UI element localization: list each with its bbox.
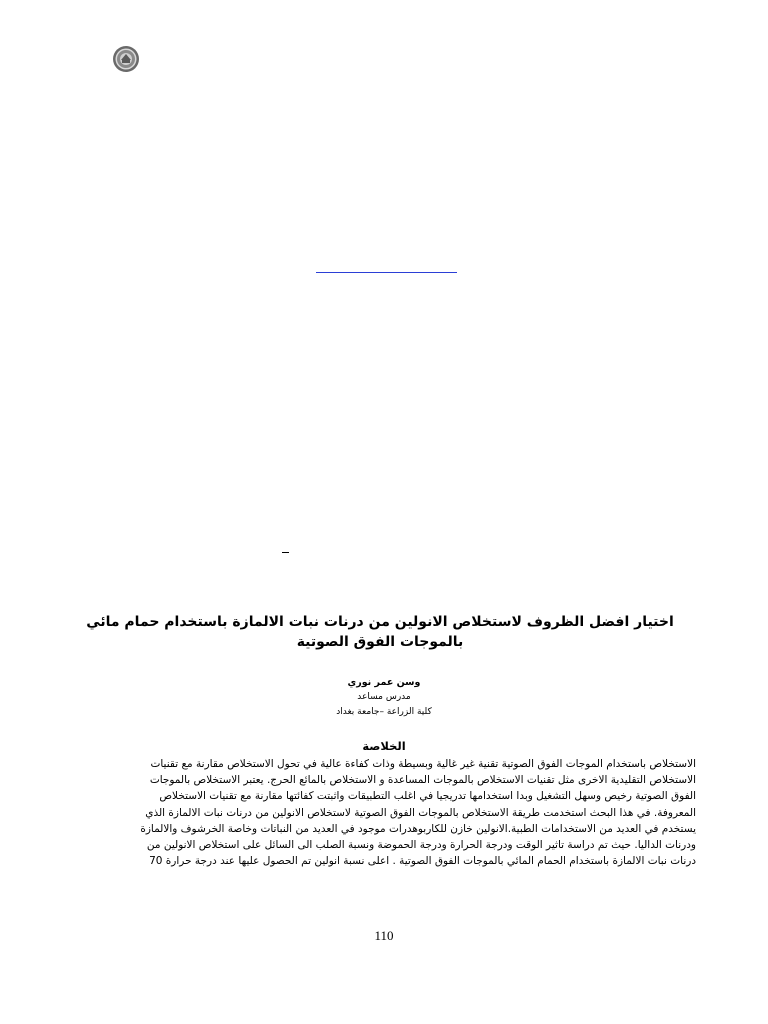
- separator-dash: [282, 552, 289, 553]
- link-underline: [316, 272, 457, 273]
- abstract-body: [72, 756, 696, 869]
- page-number: 110: [374, 928, 394, 943]
- abstract-line: المعروفة. في هذا البحث استخدمت طريقة الاستخلاص بالموجات الفوق الصوتية لاستخلاص الانولين من درنات نبات الالمازة الذي: [145, 806, 696, 819]
- university-seal-icon: [112, 45, 140, 73]
- abstract-line: الفوق الصوتية رخيص وسهل التشغيل وبدا استخدامها تدريجيا في اغلب التطبيقات واثبتت كفائتها مقارنة مع تقنيات الاستخلاص: [159, 790, 696, 803]
- abstract-line: درنات نبات الالمازة باستخدام الحمام المائي بالموجات الفوق الصوتية . اعلى نسبة انولين تم الحصول عليها عند درجة حرارة 70: [149, 855, 696, 868]
- abstract-line: الاستخلاص التقليدية الاخرى مثل تقنيات الاستخلاص بالموجات المساعدة و الاستخلاص بالمائع الحرج. يعتبر الاستخلاص بالموجات: [149, 774, 696, 787]
- author-affiliation: كلية الزراعة –جامعة بغداد: [336, 707, 432, 717]
- abstract-line: ودرنات الداليا. حيث تم دراسة تاثير الوقت ودرجة الحرارة ودرجة الحموضة ونسبة الصلب الى السائل على استخلاص الانولين من: [146, 839, 696, 852]
- article-title: اختيار افضل الظروف لاستخلاص الانولين من درنات نبات الالمازة باستخدام حمام مائي بالموجات الفوق الصوتية: [86, 614, 674, 650]
- author-rank: مدرس مساعد: [357, 692, 411, 702]
- abstract-line: الاستخلاص باستخدام الموجات الفوق الصوتية تقنية غير غالية وبسيطة وذات كفاءة عالية في تحول الاستخلاص مقارنة مع تقنيات: [150, 758, 696, 770]
- abstract-heading: الخلاصة: [362, 739, 406, 753]
- author-name: وسن عمر نوري: [347, 677, 421, 688]
- abstract-line: يستخدم في العديد من الاستخدامات الطبية.الانولين خازن للكاربوهدرات موجود في العديد من النباتات وخاصة الخرشوف والالمازة: [140, 822, 696, 835]
